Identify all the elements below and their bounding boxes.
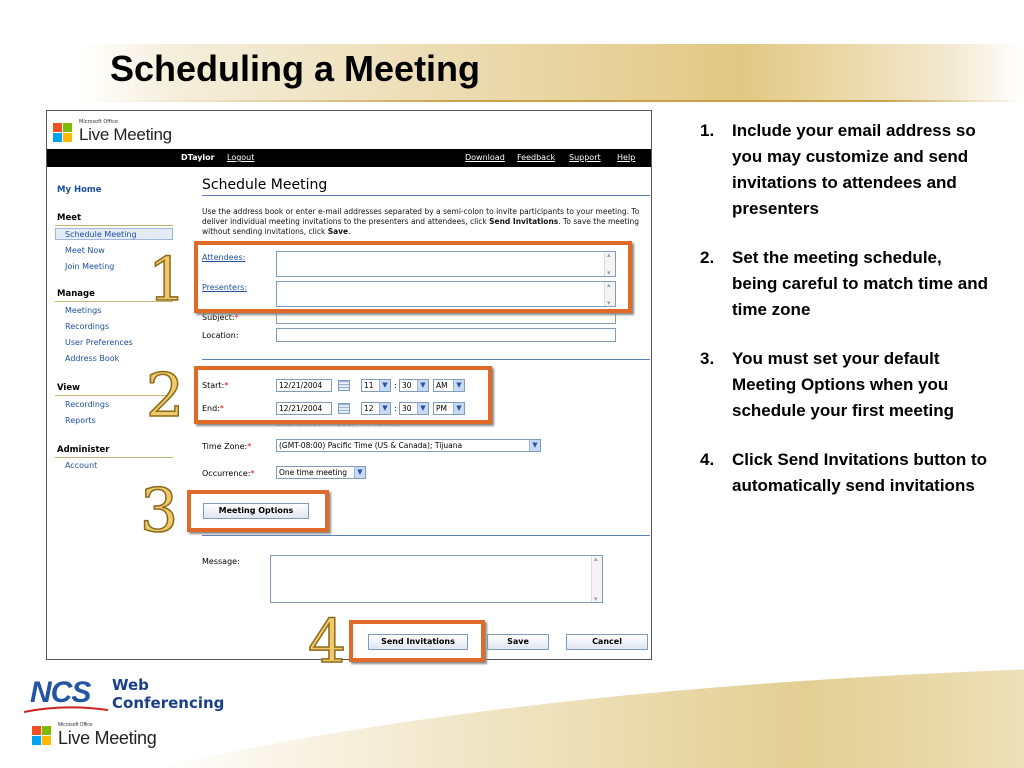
title-underline bbox=[80, 100, 1024, 102]
timezone-select[interactable] bbox=[276, 439, 541, 452]
top-bar bbox=[47, 149, 652, 167]
sidebar-item-address-book[interactable]: Address Book bbox=[65, 354, 120, 363]
chevron-down-icon: ▼ bbox=[453, 380, 464, 391]
footer-live-meeting-logo bbox=[32, 720, 172, 750]
office-logo-icon bbox=[42, 726, 51, 735]
required-mark: * bbox=[250, 469, 255, 478]
callout-box-3 bbox=[187, 490, 329, 532]
logout-link[interactable]: Logout bbox=[227, 153, 255, 162]
message-textarea[interactable] bbox=[270, 555, 603, 603]
divider bbox=[55, 457, 173, 458]
end-label-text: End: bbox=[202, 404, 220, 413]
subject-label bbox=[202, 313, 239, 322]
callout-box-1 bbox=[194, 241, 632, 313]
timezone-label-text: Time Zone: bbox=[202, 442, 248, 451]
ncs-logo-swoosh bbox=[24, 704, 108, 714]
step-text: Click Send Invitations button to automatically send invitations bbox=[732, 450, 987, 495]
title-rule bbox=[202, 195, 650, 196]
chevron-down-icon: ▼ bbox=[379, 380, 390, 391]
meeting-options-button[interactable]: Meeting Options bbox=[203, 503, 309, 519]
instructions-text: . To save the meeting without sending invitations, click bbox=[202, 217, 640, 236]
ncs-logo: NCS bbox=[30, 676, 91, 709]
step-item bbox=[700, 245, 990, 323]
office-logo-icon bbox=[42, 736, 51, 745]
required-mark: * bbox=[219, 404, 224, 413]
occurrence-label bbox=[202, 469, 254, 478]
presenters-label[interactable]: Presenters: bbox=[202, 283, 248, 292]
logo-small-text: Microsoft Office bbox=[58, 722, 93, 728]
sidebar-item-meet-now[interactable]: Meet Now bbox=[65, 246, 105, 255]
office-logo-icon bbox=[32, 736, 41, 745]
send-invitations-button[interactable]: Send Invitations bbox=[368, 634, 468, 650]
step-item bbox=[700, 118, 990, 222]
occurrence-value: One time meeting bbox=[279, 468, 348, 477]
logo-small-text: Microsoft Office bbox=[79, 119, 118, 125]
sidebar-header-meet: Meet bbox=[57, 213, 82, 223]
callout-box-2 bbox=[194, 366, 492, 424]
callout-number-1: 1 bbox=[148, 245, 187, 315]
start-minute-value: 30 bbox=[402, 381, 412, 390]
office-logo-icon bbox=[53, 133, 62, 142]
required-mark: * bbox=[234, 313, 239, 322]
logo-big-text: Live Meeting bbox=[58, 728, 157, 748]
office-logo-icon bbox=[53, 123, 62, 132]
sidebar-item-user-preferences[interactable]: User Preferences bbox=[65, 338, 133, 347]
start-label-text: Start: bbox=[202, 381, 225, 390]
sidebar-item-recordings[interactable]: Recordings bbox=[65, 322, 110, 331]
section-divider bbox=[202, 359, 650, 360]
step-number: 4. bbox=[700, 450, 715, 469]
logo-big-text: Live Meeting bbox=[79, 125, 172, 144]
instructions-send: Send Invitations bbox=[489, 217, 559, 226]
sidebar-item-join-meeting[interactable]: Join Meeting bbox=[65, 262, 115, 271]
end-hour-value: 12 bbox=[364, 404, 374, 413]
time-colon: : bbox=[394, 404, 397, 413]
support-link[interactable]: Support bbox=[569, 153, 601, 162]
office-logo-icon bbox=[63, 133, 72, 142]
subject-label-text: Subject: bbox=[202, 313, 235, 322]
slide-title: Scheduling a Meeting bbox=[110, 48, 481, 89]
end-date-input[interactable]: 12/21/2004 bbox=[276, 402, 332, 415]
conferencing-text: Conferencing bbox=[112, 694, 225, 712]
step-number: 2. bbox=[700, 248, 715, 267]
page-title: Schedule Meeting bbox=[202, 177, 328, 193]
callout-number-4: 4 bbox=[308, 607, 347, 677]
sidebar-header-administer: Administer bbox=[57, 445, 110, 455]
live-meeting-logo bbox=[53, 119, 193, 149]
download-link[interactable]: Download bbox=[465, 153, 505, 162]
chevron-down-icon: ▼ bbox=[453, 403, 464, 414]
chevron-down-icon: ▼ bbox=[417, 380, 428, 391]
location-input[interactable] bbox=[276, 328, 616, 342]
sidebar-item-meetings[interactable]: Meetings bbox=[65, 306, 102, 315]
step-item bbox=[700, 447, 990, 499]
feedback-link[interactable]: Feedback bbox=[517, 153, 556, 162]
help-link[interactable]: Help bbox=[617, 153, 636, 162]
end-minute-value: 30 bbox=[402, 404, 412, 413]
section-divider bbox=[202, 535, 650, 536]
occurrence-select[interactable] bbox=[276, 466, 366, 479]
timezone-value: (GMT-08:00) Pacific Time (US & Canada); Tijuana bbox=[279, 441, 463, 450]
save-button[interactable]: Save bbox=[487, 634, 549, 650]
step-number: 1. bbox=[700, 121, 715, 140]
sidebar-item-schedule-meeting[interactable]: Schedule Meeting bbox=[65, 230, 137, 239]
step-text: Set the meeting schedule, being careful to match time and time zone bbox=[732, 248, 988, 319]
office-logo-icon bbox=[32, 726, 41, 735]
end-ampm-value: PM bbox=[436, 404, 447, 413]
sidebar-item-view-recordings[interactable]: Recordings bbox=[65, 400, 110, 409]
chevron-down-icon: ▼ bbox=[379, 403, 390, 414]
start-hour-value: 11 bbox=[364, 381, 374, 390]
occurrence-label-text: Occurrence: bbox=[202, 469, 251, 478]
callout-number-2: 2 bbox=[146, 361, 185, 431]
user-name: DTaylor bbox=[181, 153, 215, 162]
step-item bbox=[700, 346, 990, 424]
sidebar-item-reports[interactable]: Reports bbox=[65, 416, 96, 425]
start-date-input[interactable]: 12/21/2004 bbox=[276, 379, 332, 392]
message-label: Message: bbox=[202, 557, 240, 566]
chevron-down-icon: ▼ bbox=[529, 440, 540, 451]
scrollbar[interactable] bbox=[591, 556, 602, 602]
required-mark: * bbox=[224, 381, 229, 390]
sidebar-item-account[interactable]: Account bbox=[65, 461, 98, 470]
step-text: You must set your default Meeting Options when you schedule your first meeting bbox=[732, 349, 954, 420]
date-format-hint: Enter dates in MM/DD/YYYY format. bbox=[276, 420, 400, 428]
steps-list bbox=[700, 118, 990, 522]
office-logo-icon bbox=[63, 123, 72, 132]
instructions-save: Save bbox=[327, 227, 349, 236]
start-ampm-value: AM bbox=[436, 381, 448, 390]
instructions-text: . bbox=[348, 227, 351, 236]
instructions-text: Use the address book or enter e-mail addresses separated by a semi-colon to invite participants to your meeting. To deliver individual meeting invitations to the presenters and attendees, click bbox=[202, 207, 640, 226]
web-conferencing-text bbox=[112, 676, 224, 712]
sidebar-my-home[interactable]: My Home bbox=[57, 185, 102, 195]
callout-number-3: 3 bbox=[140, 476, 179, 546]
cancel-button[interactable]: Cancel bbox=[566, 634, 648, 650]
sidebar-header-view: View bbox=[57, 383, 80, 393]
step-number: 3. bbox=[700, 349, 715, 368]
time-colon: : bbox=[394, 381, 397, 390]
timezone-label bbox=[202, 442, 251, 451]
instructions bbox=[202, 207, 642, 237]
chevron-down-icon: ▼ bbox=[417, 403, 428, 414]
attendees-label[interactable]: Attendees: bbox=[202, 253, 246, 262]
sidebar-header-manage: Manage bbox=[57, 289, 95, 299]
web-text: Web bbox=[112, 676, 149, 694]
required-mark: * bbox=[247, 442, 252, 451]
location-label: Location: bbox=[202, 331, 239, 340]
chevron-down-icon: ▼ bbox=[354, 467, 365, 478]
step-text: Include your email address so you may customize and send invitations to attendees and presenters bbox=[732, 121, 976, 218]
divider bbox=[55, 225, 173, 226]
